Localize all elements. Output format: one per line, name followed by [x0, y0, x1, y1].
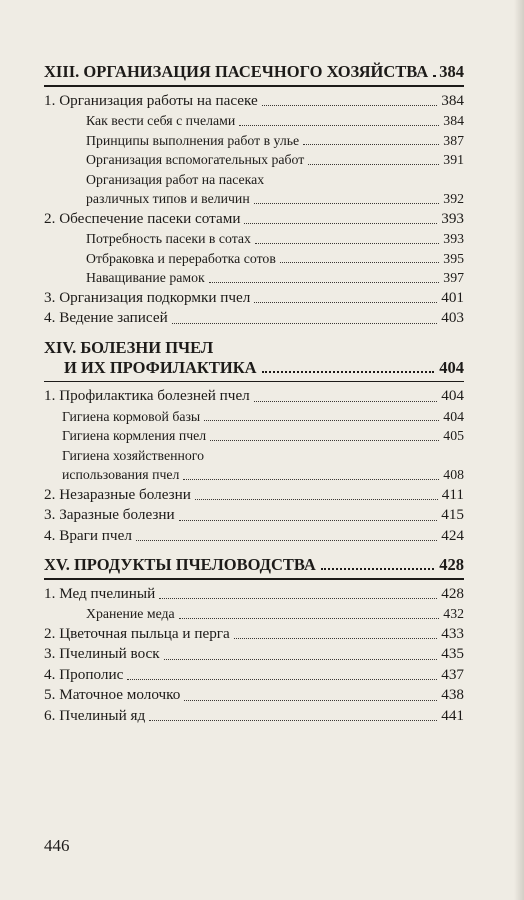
chapter-page-number: 404: [439, 357, 464, 377]
entry-page: 432: [443, 606, 464, 621]
toc-subentry-line2: [44, 189, 464, 209]
entry-label: 3. Заразные болезни: [44, 506, 175, 523]
entry-label: 4. Ведение записей: [44, 309, 168, 326]
toc-entry: [44, 91, 464, 112]
toc-subentry: [44, 229, 464, 249]
entry-label: Гигиена хозяйственного: [62, 447, 204, 463]
entry-page: 441: [441, 706, 464, 724]
dot-leader: [136, 540, 437, 541]
entry-label: Гигиена кормовой базы: [62, 408, 201, 424]
toc-entry: [44, 505, 464, 526]
toc-entry: [44, 644, 464, 665]
entry-label: 1. Мед пчелиный: [44, 584, 156, 602]
dot-leader: [254, 203, 440, 204]
entry-page: 403: [441, 309, 464, 326]
chapter-title-text: XV. ПРОДУКТЫ ПЧЕЛОВОДСТВА: [44, 555, 316, 574]
toc-entry: [44, 706, 464, 727]
entry-page: 405: [443, 428, 464, 443]
dot-leader: [254, 401, 437, 402]
entry-page: 433: [441, 624, 464, 642]
toc-entry: [44, 308, 464, 329]
toc-subentry: [44, 268, 464, 288]
entry-page: 411: [441, 485, 464, 503]
dot-leader: [234, 638, 437, 639]
entry-label: 4. Прополис: [44, 665, 124, 683]
dot-leader: [127, 679, 437, 680]
toc-subentry: [44, 604, 464, 624]
toc-subentry: [44, 111, 464, 131]
entry-label: Гигиена кормления пчел: [62, 428, 207, 443]
dot-leader: [179, 520, 438, 521]
toc-subentry: [44, 249, 464, 269]
entry-page: 428: [441, 584, 464, 602]
dot-leader: [254, 302, 437, 303]
toc-entry: [44, 209, 464, 230]
chapter-title-line1: [44, 338, 464, 358]
dot-leader: [433, 75, 434, 77]
entry-page: 438: [441, 686, 464, 703]
dot-leader: [210, 440, 439, 441]
dot-leader: [280, 262, 439, 263]
chapter-title-line2: [44, 358, 464, 378]
chapter-rule: [44, 381, 464, 383]
entry-page: 391: [443, 152, 464, 167]
entry-page: 392: [443, 191, 464, 206]
entry-label: Потребность пасеки в сотах: [86, 231, 251, 246]
table-of-contents: [44, 62, 464, 735]
dot-leader: [179, 618, 440, 619]
dot-leader: [262, 105, 437, 106]
entry-page: 384: [443, 113, 464, 128]
entry-page: 395: [443, 250, 464, 266]
chapter-xv: [44, 555, 464, 726]
entry-page: 424: [441, 526, 464, 544]
entry-label: 5. Маточное молочко: [44, 686, 181, 703]
toc-entry: [44, 386, 464, 407]
dot-leader: [149, 720, 437, 721]
chapter-title-text: И ИХ ПРОФИЛАКТИКА: [64, 357, 257, 377]
chapter-page-number: 428: [439, 555, 464, 574]
entry-page: 393: [441, 209, 464, 227]
chapter-rule: [44, 578, 464, 580]
entry-label: Организация работ на пасеках: [86, 171, 265, 187]
page-number: 446: [44, 836, 70, 855]
entry-label: Принципы выполнения работ в улье: [86, 132, 300, 148]
entry-label: 3. Пчелиный воск: [44, 645, 160, 662]
entry-label: 3. Организация подкормки пчел: [44, 288, 251, 306]
entry-label: 2. Цветочная пыльца и перга: [44, 624, 230, 642]
toc-entry: [44, 526, 464, 547]
dot-leader: [308, 164, 439, 165]
dot-leader: [244, 223, 437, 224]
chapter-title-text: XIII. ОРГАНИЗАЦИЯ ПАСЕЧНОГО ХОЗЯЙСТВА: [44, 62, 429, 81]
entry-label: 1. Профилактика болезней пчел: [44, 387, 250, 404]
dot-leader: [184, 700, 437, 701]
chapter-title: [44, 62, 464, 82]
entry-page: 415: [441, 506, 464, 523]
entry-label: использования пчел: [62, 467, 180, 482]
entry-label: 2. Обеспечение пасеки сотами: [44, 209, 241, 227]
toc-subentry-line1: [44, 446, 464, 466]
dot-leader: [204, 420, 439, 421]
toc-subentry: [44, 426, 464, 446]
entry-label: различных типов и величин: [86, 191, 250, 206]
entry-page: 404: [441, 387, 464, 404]
dot-leader: [321, 568, 434, 570]
dot-leader: [164, 659, 438, 660]
dot-leader: [303, 144, 439, 145]
toc-subentry-line2: [44, 465, 464, 485]
toc-entry: [44, 288, 464, 309]
entry-page: 397: [443, 270, 464, 285]
toc-entry: [44, 665, 464, 686]
entry-label: Отбраковка и переработка сотов: [86, 250, 276, 266]
chapter-xiv: [44, 338, 464, 547]
toc-entry: [44, 685, 464, 706]
toc-subentry-line1: [44, 170, 464, 190]
dot-leader: [183, 479, 439, 480]
dot-leader: [239, 125, 439, 126]
entry-page: 408: [443, 467, 464, 482]
entry-label: 2. Незаразные болезни: [44, 485, 191, 503]
dot-leader: [195, 499, 438, 500]
entry-page: 401: [441, 288, 464, 306]
dot-leader: [262, 371, 435, 373]
toc-entry: [44, 485, 464, 506]
chapter-page-number: 384: [439, 62, 464, 81]
page-edge-shadow: [514, 0, 524, 900]
entry-label: 6. Пчелиный яд: [44, 706, 146, 724]
dot-leader: [159, 598, 437, 599]
entry-label: Организация вспомогательных работ: [86, 152, 305, 167]
toc-entry: [44, 624, 464, 645]
entry-label: Наващивание рамок: [86, 270, 205, 285]
chapter-title-text: XIV. БОЛЕЗНИ ПЧЕЛ: [44, 337, 214, 357]
entry-page: 384: [441, 91, 464, 109]
toc-subentry: [44, 131, 464, 151]
entry-label: Хранение меда: [86, 606, 175, 621]
toc-subentry: [44, 150, 464, 170]
dot-leader: [172, 323, 438, 324]
entry-page: 393: [443, 231, 464, 246]
chapter-rule: [44, 85, 464, 87]
chapter-xiii: [44, 62, 464, 329]
chapter-title: [44, 555, 464, 575]
toc-entry: [44, 584, 464, 605]
dot-leader: [255, 243, 439, 244]
toc-subentry: [44, 407, 464, 427]
dot-leader: [209, 282, 440, 283]
entry-page: 435: [441, 645, 464, 662]
entry-page: 404: [443, 408, 464, 424]
entry-label: 4. Враги пчел: [44, 526, 132, 544]
entry-label: 1. Организация работы на пасеке: [44, 91, 258, 109]
entry-page: 387: [443, 132, 464, 148]
entry-page: 437: [441, 665, 464, 683]
entry-label: Как вести себя с пчелами: [86, 113, 236, 128]
